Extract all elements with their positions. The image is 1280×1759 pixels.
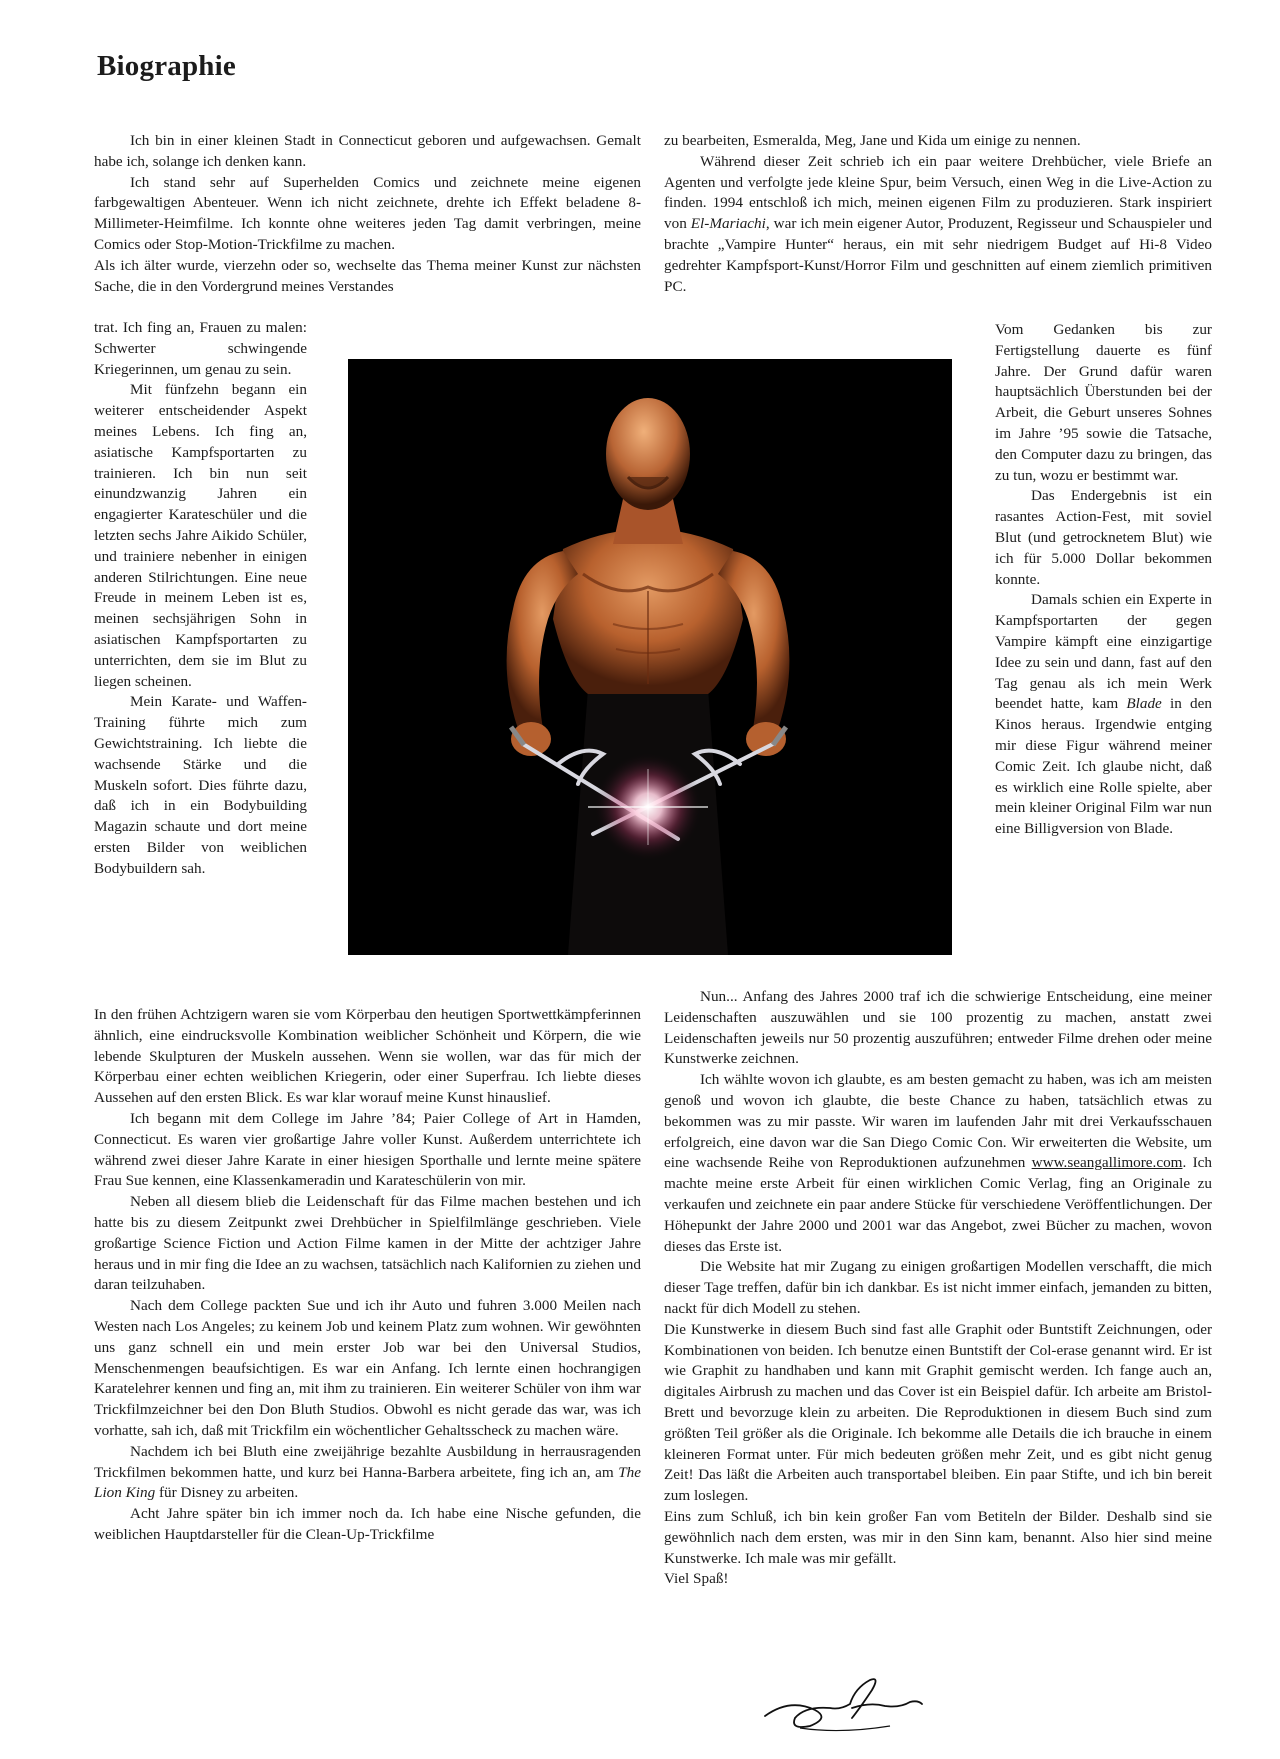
paragraph: Als ich älter wurde, vierzehn oder so, wechselte das Thema meiner Kunst zur nächsten Sache, die in den Vordergrund meines Verstandes bbox=[94, 256, 641, 295]
portrait-illustration bbox=[348, 359, 952, 955]
paragraph bbox=[664, 152, 1212, 298]
website-link[interactable]: www.seangallimore.com bbox=[1031, 1154, 1183, 1172]
left-column-bottom bbox=[94, 1005, 641, 1546]
right-column-bottom bbox=[664, 987, 1212, 1590]
paragraph: Nach dem College packten Sue und ich ihr Auto und fuhren 3.000 Meilen nach Westen nach Los Angeles; zu keinem Job und keinem Platz zum wohnen. Wir gewöhnten uns ganz schnell ein und mein erster Job war bei den Universal Studios, Menschenmengen beaufsichtigen. Es war ein Anfang. Ich lernte einen hochrangigen Karatelehrer kennen und fing an, mit ihm zu trainieren. Ein weiterer Schüler von ihm war Trickfilmzeichner bei den Don Bluth Studios. Obwohl es nicht gerade das war, was ich vorhatte, sah ich, daß mit Trickfilm ein wöchentlicher Gehaltsscheck zu machen wäre. bbox=[94, 1297, 641, 1439]
signature bbox=[760, 1668, 925, 1738]
left-column-top bbox=[94, 131, 641, 297]
text-run: für Disney zu arbeiten. bbox=[155, 1484, 299, 1502]
portrait-photo bbox=[348, 359, 952, 955]
text-run: Nachdem ich bei Bluth eine zweijährige bezahlte Ausbildung in herrausragenden Trickfilmen bekommen hatte, und kurz bei Hanna-Barbera arbeitete, fing ich an, am bbox=[94, 1442, 641, 1481]
paragraph: Mit fünfzehn begann ein weiterer entscheidender Aspekt meines Lebens. Ich fing an, asiatische Kampfsportarten zu trainieren. Ich bin nun seit einundzwanzig Jahren ein engagierter Karateschüler und die letzten sechs Jahre Aikido Schüler, und trainiere nebenher in einigen anderen Stilrichtungen. Eine neue Freude in meinem Leben ist es, meinen sechsjährigen Sohn in asiatischen Kampfsportarten zu unterrichten, dem sie im Blut zu liegen scheinen. bbox=[94, 381, 307, 690]
paragraph bbox=[664, 1070, 1212, 1257]
text-run: . Ich machte meine erste Arbeit für einen wirklichen Comic Verlag, fing an Originale zu verkaufen und zeichnete ein paar andere Stücke für verschiedene Veröffentlichungen. Der Höhepunkt der Jahre 2000 und 2001 war das Angebot, zwei Bücher zu machen, wovon dieses das Erste ist. bbox=[664, 1154, 1212, 1255]
paragraph: Acht Jahre später bin ich immer noch da. Ich habe eine Nische gefunden, die weiblichen Hauptdarsteller für die Clean-Up-Trickfilme bbox=[94, 1505, 641, 1543]
paragraph: Nun... Anfang des Jahres 2000 traf ich die schwierige Entscheidung, eine meiner Leidenschaften auszuwählen und sie 100 prozentig zu machen, anstatt zwei Leidenschaften jeweils nur 50 prozentig auszuführen; entweder Filme drehen oder meine Kunstwerke zeichnen. bbox=[664, 988, 1212, 1068]
paragraph bbox=[995, 590, 1212, 840]
text-run: , war ich mein eigener Autor, Produzent, Regisseur und Schauspieler und brachte „Vampire Hunter“ heraus, ein mit sehr niedrigem Budget auf Hi-8 Video gedrehter Kampfsport-Kunst/Horror Film und geschnitten auf einem ziemlich primitiven PC. bbox=[664, 215, 1213, 295]
text-run: Ich wählte wovon ich glaubte, es am besten gemacht zu haben, was ich am meisten genoß und wovon ich glaubte, die beste Chance zu haben, tatsächlich etwas zu bekommen was zu mir passte. Wir waren im laufenden Jahr mit drei Verkaufsschauen erfolgreich, eine davon war die San Diego Comic Con. Wir erweiterten die Website, um eine wachsende Reihe von Reproduktionen aufzunehmen bbox=[664, 1071, 1212, 1172]
paragraph: Das Endergebnis ist ein rasantes Action-Fest, mit soviel Blut (und getrocknetem Blut) wie ich für 5.000 Dollar bekommen konnte. bbox=[995, 487, 1212, 588]
paragraph: Vom Gedanken bis zur Fertigstellung dauerte es fünf Jahre. Der Grund dafür waren hauptsächlich Überstunden bei der Arbeit, die Geburt unseres Sohnes im Jahre ’95 sowie die Tatsache, den Computer dazu zu bringen, das zu tun, wozu er bestimmt war. bbox=[995, 321, 1212, 484]
paragraph bbox=[94, 1442, 641, 1504]
paragraph: Ich stand sehr auf Superhelden Comics und zeichnete meine eigenen farbgewaltigen Abenteuer. Wenn ich nicht zeichnete, drehte ich Effekt beladene 8-Millimeter-Heimfilme. Ich konnte ohne weiteres jeden Tag damit verbringen, meine Comics oder Stop-Motion-Trickfilme zu machen. bbox=[94, 173, 641, 253]
right-column-top bbox=[664, 131, 1212, 297]
paragraph: In den frühen Achtzigern waren sie vom Körperbau den heutigen Sportwettkämpferinnen ähnlich, eine eindrucksvolle Kombination weiblicher Schönheit und Körpern, die wie lebende Skulpturen der Muskeln aussehen. Wenn sie wollen, war das für mich der Körperbau einer echten weiblichen Kriegerin, oder einer Superfrau. Ich liebte dieses Aussehen auf den ersten Blick. Es war klar worauf meine Kunst hinauslief. bbox=[94, 1006, 641, 1107]
text-run: Damals schien ein Experte in Kampfsportarten der gegen Vampire kämpft eine einzigartige Idee zu sein und dann, fast auf den Tag genau als ich mein Werk beendet hatte, kam bbox=[995, 591, 1212, 713]
paragraph: Eins zum Schluß, ich bin kein großer Fan vom Betiteln der Bilder. Deshalb sind sie gewöhnlich nach dem ersten, was mir in den Sinn kam, benannt. Also hier sind meine Kunstwerke. Ich male was mir gefällt. bbox=[664, 1507, 1212, 1567]
paragraph: trat. Ich fing an, Frauen zu malen: Schwerter schwingende Kriegerinnen, um genau zu sein. bbox=[94, 319, 307, 378]
paragraph: Ich bin in einer kleinen Stadt in Connecticut geboren und aufgewachsen. Gemalt habe ich, solange ich denken kann. bbox=[94, 132, 641, 170]
film-title: The Lion King bbox=[94, 1463, 641, 1502]
page-title: Biographie bbox=[97, 50, 236, 82]
paragraph: Die Website hat mir Zugang zu einigen großartigen Modellen verschafft, die mich dieser Tage treffen, dafür bin ich dankbar. Es ist nicht immer einfach, jemanden zu bitten, nackt für dich Modell zu stehen. bbox=[664, 1258, 1212, 1317]
film-title: El-Mariachi bbox=[690, 215, 766, 233]
film-title: Blade bbox=[1126, 695, 1162, 713]
paragraph: Ich begann mit dem College im Jahre ’84; Paier College of Art in Hamden, Connecticut. Es waren vier großartige Jahre voller Kunst. Außerdem unterrichtete ich während zwei dieser Jahre Karate in einer hiesigen Sporthalle und lernte meine spätere Frau Sue kennen, eine Klassenkameradin und Karateschülerin von mir. bbox=[94, 1109, 641, 1190]
paragraph: Mein Karate- und Waffen- Training führte mich zum Gewichtstraining. Ich liebte die wachsende Stärke und die Muskeln sofort. Dies führte dazu, daß ich in ein Bodybuilding Magazin schaute und dort meine ersten Bilder von weiblichen Bodybuildern sah. bbox=[94, 693, 307, 877]
paragraph: Die Kunstwerke in diesem Buch sind fast alle Graphit oder Buntstift Zeichnungen, oder Kombinationen von beiden. Ich benutze einen Buntstift der Col-erase genannt wird. Er ist wie Graphit zu handhaben und kann mit Graphit gemischt werden. Ich fange auch an, digitales Airbrush zu machen und das Cover ist ein Beispiel dafür. Ich arbeite am Bristol-Brett und bevorzuge klein zu arbeiten. Die Reproduktionen in diesem Buch sind zum größten Teil größer als die Originale. Ich bekomme alle Details die ich brauche in einem kleineren Format unter. Für mich bedeuten größen mehr Zeit, und es gibt nicht genug Zeit! Das läßt die Arbeiten auch transportabel bleiben. Ein paar Stifte, und ich bin bereit zum loslegen. bbox=[664, 1320, 1212, 1505]
paragraph: Neben all diesem blieb die Leidenschaft für das Filme machen bestehen und ich hatte bis zu diesem Zeitpunkt zwei Drehbücher in Spielfilmlänge geschrieben. Viele großartige Science Fiction und Action Filme kamen in der Mitte der achtziger Jahre heraus und in mir fing die Idee an zu wachsen, tatsächlich nach Kalifornien zu ziehen und daran teilzuhaben. bbox=[94, 1193, 641, 1294]
right-column-narrow bbox=[995, 320, 1212, 840]
sign-off: Viel Spaß! bbox=[664, 1570, 729, 1588]
left-column-narrow bbox=[94, 318, 307, 880]
paragraph: zu bearbeiten, Esmeralda, Meg, Jane und Kida um einige zu nennen. bbox=[664, 132, 1081, 149]
text-run: in den Kinos heraus. Irgendwie entging mir diese Figur während meiner Comic Zeit. Ich glaube nicht, daß es wirklich eine Rolle spielte, aber mein kleiner Original Film war nun eine Billigversion von Blade. bbox=[995, 695, 1212, 838]
text-run: Während dieser Zeit schrieb ich ein paar weitere Drehbücher, viele Briefe an Agenten und verfolgte jede kleine Spur, beim Versuch, einen Weg in die Live-Action zu finden. 1994 entschloß ich mich, meinen eigenen Film zu produzieren. Stark inspiriert von bbox=[664, 152, 1212, 233]
